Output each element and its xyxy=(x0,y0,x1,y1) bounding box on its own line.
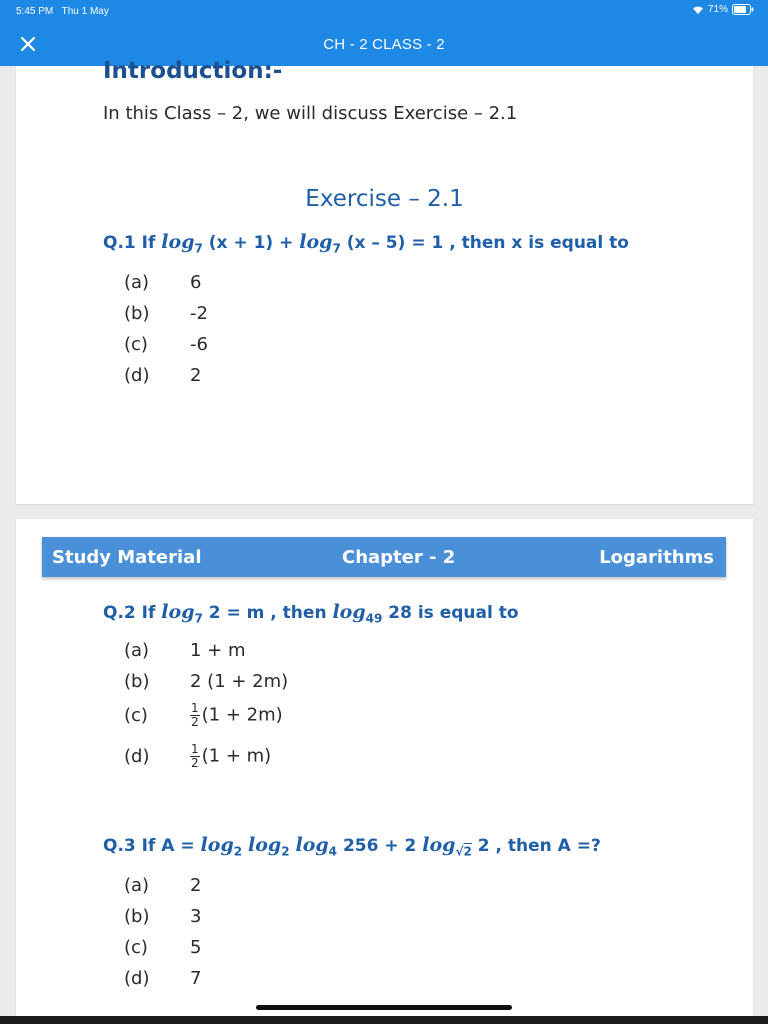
question-2: Q.2 If $\log_7 2 = m$ , then $\log_{49} 28$ is equal to xyxy=(103,601,519,626)
battery-percent: 71% xyxy=(707,4,728,15)
fraction: $\frac{1}{2}$ xyxy=(191,701,199,729)
option-c: (c) $\frac{1}{2}$ (1 + 2m) xyxy=(124,701,283,729)
home-indicator[interactable] xyxy=(256,1005,512,1010)
sqrt-base: √2 xyxy=(455,844,472,859)
question-3: Q.3 If $A = \log_2 \log_2 \log_4 256 + 2$ $\log_{√2} 2$ , then A =? xyxy=(103,834,601,859)
study-material-banner xyxy=(42,537,726,577)
app-title: CH - 2 CLASS - 2 xyxy=(323,36,445,53)
introduction-heading: Introduction:- xyxy=(103,58,283,84)
banner-middle: Chapter - 2 xyxy=(342,547,456,568)
fraction: $\frac{1}{2}$ xyxy=(191,742,199,770)
status-time: 5:45 PM Thu 1 May xyxy=(16,6,109,17)
option-a: (a) 1 + m xyxy=(124,640,246,661)
option-a: (a) 6 xyxy=(124,272,202,293)
option-d: (d) 7 xyxy=(124,968,202,989)
option-c: (c) -6 xyxy=(124,334,208,355)
status-indicators xyxy=(692,4,754,15)
option-d: (d) 2 xyxy=(124,365,202,386)
option-b: (b) -2 xyxy=(124,303,208,324)
exercise-title: Exercise – 2.1 xyxy=(305,186,464,212)
document-page-2 xyxy=(16,519,753,1016)
wifi-icon xyxy=(692,5,704,15)
banner-left: Study Material xyxy=(52,547,202,568)
option-a: (a) 2 xyxy=(124,875,202,896)
battery-icon xyxy=(732,4,754,15)
intro-text: In this Class – 2, we will discuss Exercise – 2.1 xyxy=(103,103,518,124)
option-d: (d) $\frac{1}{2}$ (1 + m) xyxy=(124,742,272,770)
document-page-1 xyxy=(16,58,753,504)
question-1: Q.1 If $\log_7 (x + 1) + \log_7 (x - 5) = 1$ , then x is equal to xyxy=(103,231,629,256)
option-c: (c) 5 xyxy=(124,937,202,958)
banner-right: Logarithms xyxy=(599,547,714,568)
app-bar xyxy=(0,0,768,66)
option-b: (b) 2 (1 + 2m) xyxy=(124,671,289,692)
option-b: (b) 3 xyxy=(124,906,202,927)
